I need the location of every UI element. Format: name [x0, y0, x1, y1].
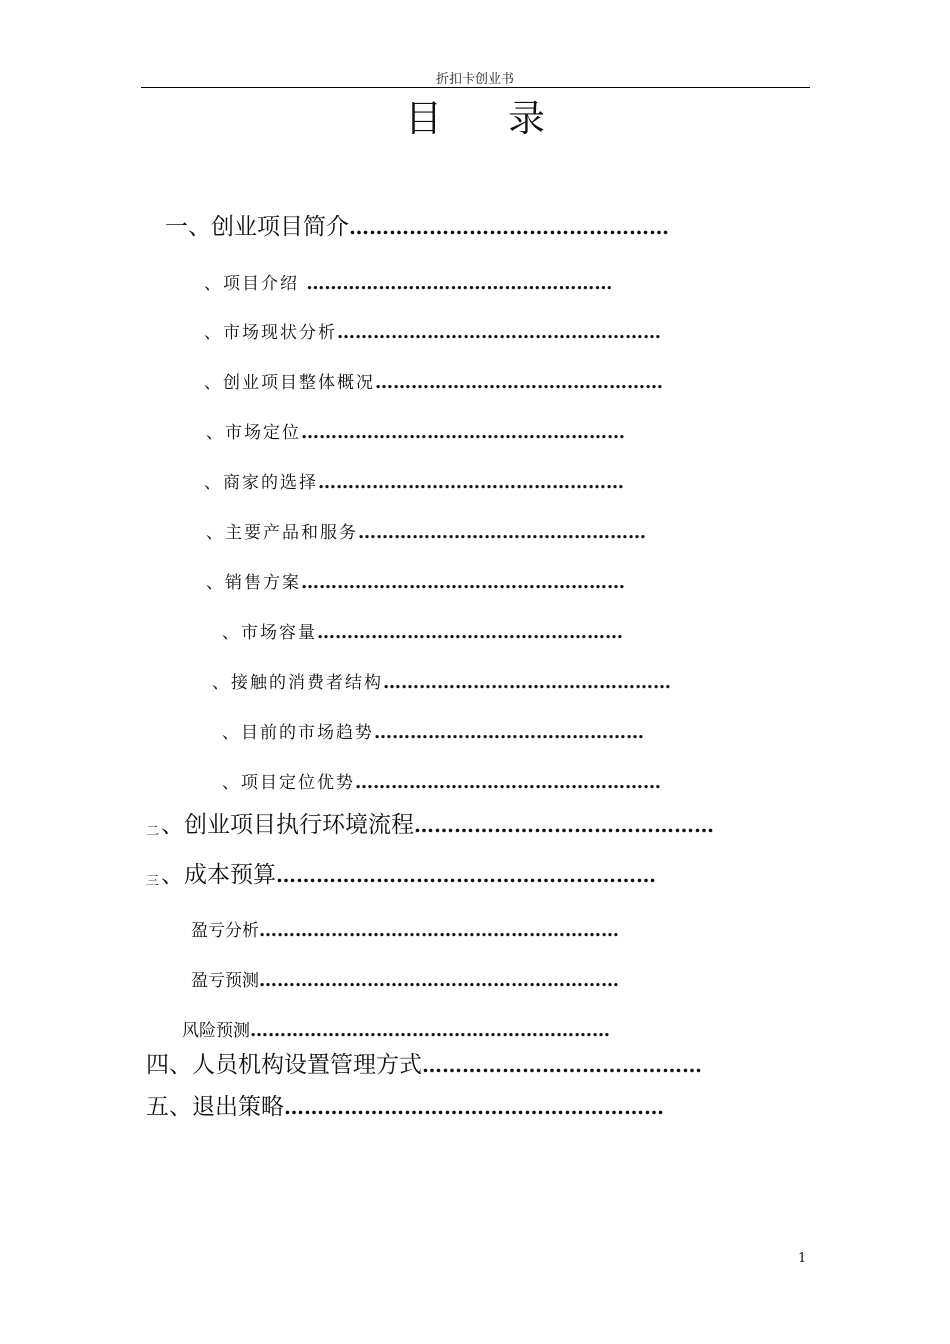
- toc-entry-label: 、主要产品和服务: [206, 523, 358, 543]
- toc-entry-label: 五、退出策略: [146, 1094, 284, 1120]
- page-number: 1: [798, 1251, 807, 1266]
- toc-entry-profit-loss-analysis[interactable]: [191, 920, 774, 942]
- toc-leader-dots: ……………………………………………………: [259, 920, 619, 941]
- toc-entry-merchant-selection[interactable]: [204, 472, 760, 494]
- toc-entry-label: 、销售方案: [206, 573, 301, 593]
- toc-entry-label: 盈亏预测: [191, 971, 259, 991]
- toc-title-char-1: 目: [405, 97, 442, 140]
- toc-entry-label: 四、人员机构设置管理方式: [146, 1052, 422, 1078]
- toc-leader-dots: ………………………………………………: [301, 422, 625, 443]
- running-header: 折扣卡创业书: [435, 72, 514, 87]
- toc-entry-sales-plan[interactable]: [206, 572, 765, 594]
- toc-leader-dots: ……………………………………………………: [250, 1020, 610, 1041]
- toc-entry-label: 、项目介绍: [204, 274, 307, 294]
- toc-entry-positioning-advantage[interactable]: [222, 772, 765, 794]
- toc-leader-dots: …………………………………………………: [284, 1095, 664, 1119]
- toc-entry-consumer-structure[interactable]: [212, 672, 769, 694]
- toc-entry-label: 、市场现状分析: [204, 323, 337, 343]
- toc-entry-label: 、商家的选择: [204, 473, 318, 493]
- toc-entry-label: 、目前的市场趋势: [222, 723, 374, 743]
- toc-entry-execution-flow[interactable]: [146, 812, 786, 840]
- toc-entry-market-analysis[interactable]: [204, 322, 776, 344]
- toc-entry-label: 盈亏分析: [191, 921, 259, 941]
- toc-entry-market-positioning[interactable]: [206, 422, 765, 444]
- toc-leader-dots: ……………………………………: [422, 1053, 702, 1077]
- toc-leader-dots: ………………………………………: [414, 813, 715, 837]
- toc-entry-risk-forecast[interactable]: [182, 1020, 766, 1042]
- toc-leader-dots: …………………………………………: [358, 522, 646, 543]
- toc-entry-label: 、接触的消费者结构: [212, 673, 383, 693]
- toc-entry-overall-summary[interactable]: [204, 372, 767, 394]
- toc-leader-dots: …………………………………………: [383, 672, 671, 693]
- toc-leader-dots: …………………………………………………: [276, 863, 657, 887]
- toc-entry-market-trend[interactable]: [222, 722, 760, 744]
- toc-entry-number: 三: [146, 874, 160, 889]
- toc-entry-label: 、市场定位: [206, 423, 301, 443]
- toc-leader-dots: ………………………………………………: [337, 322, 661, 343]
- toc-entry-market-capacity[interactable]: [222, 622, 749, 644]
- toc-leader-dots: …………………………………………: [349, 215, 669, 239]
- toc-entry-label: 、市场容量: [222, 623, 317, 643]
- toc-leader-dots: ……………………………………………: [317, 622, 623, 643]
- toc-entry-label: 、创业项目整体概况: [204, 373, 375, 393]
- toc-entry-number: 二: [146, 824, 160, 839]
- toc-leader-dots: …………………………………………: [375, 372, 663, 393]
- toc-leader-dots: ………………………………………………: [301, 572, 625, 593]
- toc-entry-label: 、成本预算: [161, 862, 277, 888]
- toc-leader-dots: ……………………………………………: [318, 472, 624, 493]
- toc-entry-profit-loss-forecast[interactable]: [191, 970, 774, 992]
- toc-entry-exit-strategy[interactable]: [146, 1094, 770, 1122]
- toc-leader-dots: ………………………………………: [374, 722, 644, 743]
- toc-leader-dots: ……………………………………………………: [259, 970, 619, 991]
- toc-leader-dots: ……………………………………………: [355, 772, 661, 793]
- toc-title: [0, 88, 950, 142]
- toc-entry-label: 风险预测: [182, 1021, 250, 1041]
- toc-leader-dots: ……………………………………………: [306, 273, 613, 294]
- toc-entry-label: 、创业项目执行环境流程: [161, 812, 415, 838]
- toc-entry-label: 、项目定位优势: [222, 773, 355, 793]
- toc-entry-cost-budget[interactable]: [146, 862, 786, 890]
- toc-entry-products-services[interactable]: [206, 522, 774, 544]
- toc-title-char-2: 录: [508, 97, 545, 140]
- toc-entry-label: 一、创业项目简介: [165, 214, 349, 240]
- toc-entry-organization-management[interactable]: [146, 1052, 766, 1080]
- toc-entry-project-overview[interactable]: [204, 273, 749, 295]
- toc-entry-project-intro[interactable]: [165, 214, 775, 242]
